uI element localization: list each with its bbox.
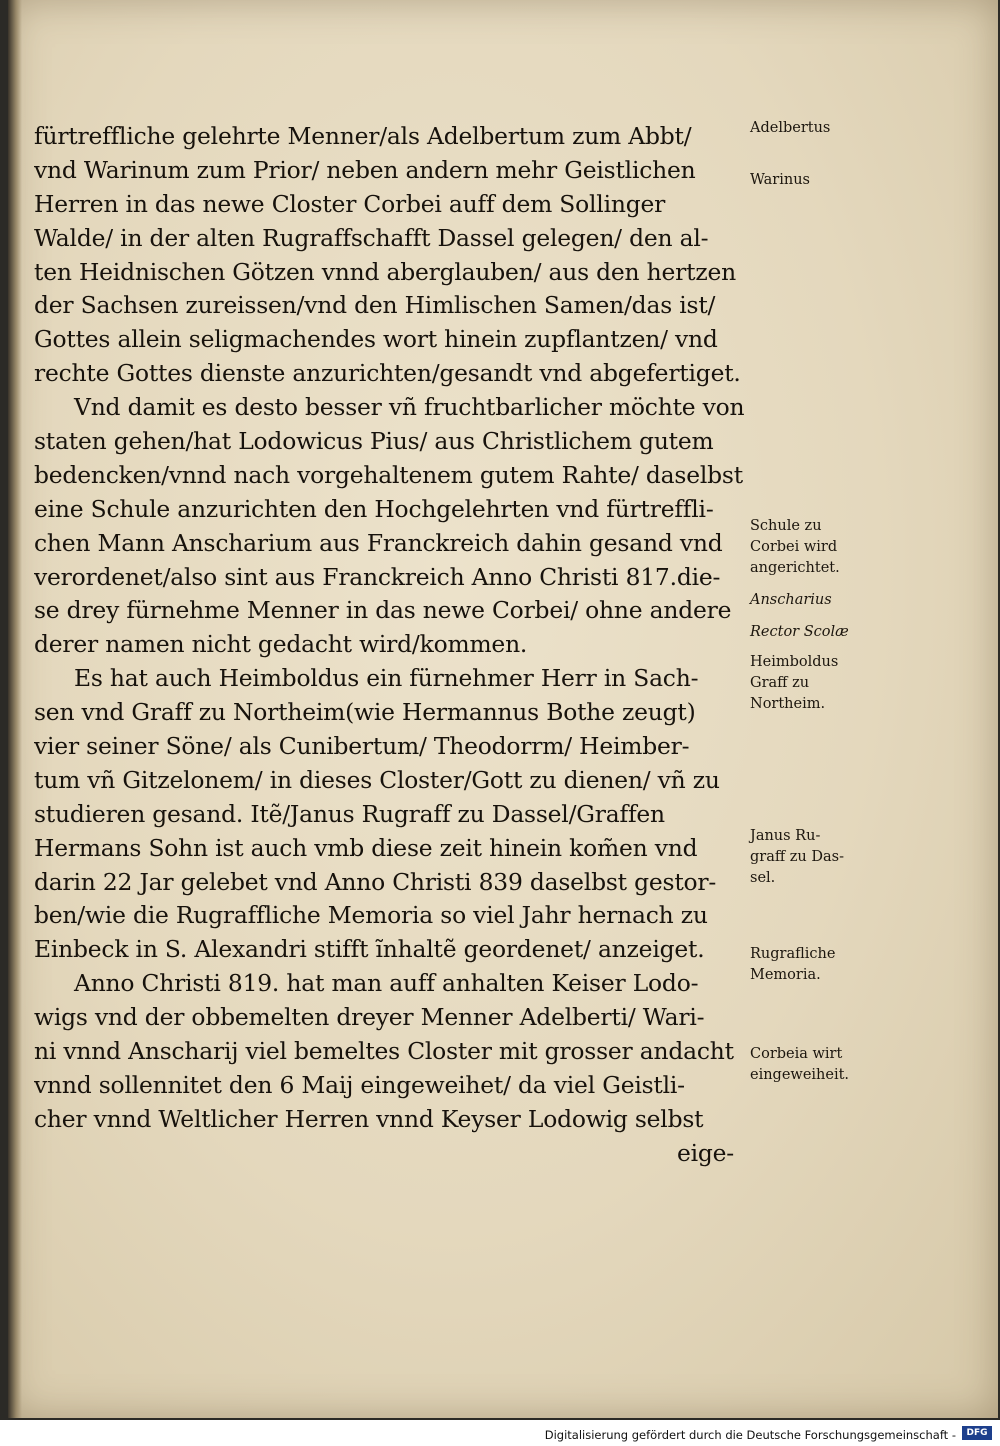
margin-note-rector xyxy=(750,622,900,643)
text-line: wigs vnd der obbemelten dreyer Menner Adelberti/ Wari- xyxy=(34,1003,705,1032)
text-line: Hermans Sohn ist auch vmb diese zeit hinein kom̃en vnd xyxy=(34,833,698,862)
text-line: Herren in das newe Closter Corbei auff dem Sollinger xyxy=(34,189,666,218)
book-page xyxy=(8,0,998,1418)
margin-note-line: Heimboldus xyxy=(750,654,839,670)
margin-note-line: sel. xyxy=(750,870,776,886)
text-line: derer namen nicht gedacht wird/kommen. xyxy=(34,630,528,659)
margin-note-line: Corbei wird xyxy=(750,539,838,555)
text-line: Es hat auch Heimboldus ein fürnehmer Herr in Sach- xyxy=(74,664,699,693)
margin-note-line: Schule zu xyxy=(750,518,822,534)
text-line: vnnd sollennitet den 6 Maij eingeweihet/ da viel Geistli- xyxy=(34,1070,685,1099)
text-line: chen Mann Anscharium aus Franckreich dahin gesand vnd xyxy=(34,528,723,557)
margin-note-corbeia xyxy=(750,1044,900,1086)
margin-note-line: Rector Scolæ xyxy=(750,624,849,640)
text-line: sen vnd Graff zu Northeim(wie Hermannus Bothe zeugt) xyxy=(34,698,696,727)
dfg-logo: DFG xyxy=(962,1426,992,1440)
text-line: cher vnnd Weltlicher Herren vnnd Keyser Lodowig selbst xyxy=(34,1104,704,1133)
margin-note-line: eingeweiheit. xyxy=(750,1067,850,1083)
margin-note-line: Janus Ru- xyxy=(750,828,821,844)
text-line: studieren gesand. Itẽ/Janus Rugraff zu Dassel/Graffen xyxy=(34,799,665,828)
margin-note-janus xyxy=(750,826,900,889)
text-line: bedencken/vnnd nach vorgehaltenem gutem Rahte/ daselbst xyxy=(34,460,743,489)
text-line: tum vñ Gitzelonem/ in dieses Closter/Gott zu dienen/ vñ zu xyxy=(34,765,720,794)
margin-note-line: Warinus xyxy=(750,172,810,188)
catchword: eige- xyxy=(676,1138,734,1167)
text-line: se drey fürnehme Menner in das newe Corbei/ ohne andere xyxy=(34,596,732,625)
text-line: rechte Gottes dienste anzurichten/gesandt vnd abgefertiget. xyxy=(34,359,741,388)
margin-note-line: Rugrafliche xyxy=(750,946,836,962)
text-line: Anno Christi 819. hat man auff anhalten Keiser Lodo- xyxy=(74,969,699,998)
text-line: fürtreffliche gelehrte Menner/als Adelbertum zum Abbt/ xyxy=(34,122,692,150)
margin-note-warinus xyxy=(750,170,900,191)
margin-note-line: Memoria. xyxy=(750,967,821,983)
margin-note-heimboldus xyxy=(750,652,900,715)
margin-note-anscharius xyxy=(750,590,900,611)
margin-note-line: Northeim. xyxy=(750,696,826,712)
margin-note-line: Adelbertus xyxy=(750,120,831,136)
margin-note-line: graff zu Das- xyxy=(750,849,844,865)
margin-note-line: Corbeia wirt xyxy=(750,1046,843,1062)
text-line: vnd Warinum zum Prior/ neben andern mehr Geistlichen xyxy=(34,155,696,184)
text-line: vier seiner Söne/ als Cunibertum/ Theodorrm/ Heimber- xyxy=(34,732,690,761)
margin-note-line: Graff zu xyxy=(750,675,810,691)
margin-note-adelbertus xyxy=(750,118,900,139)
text-line: Einbeck in S. Alexandri stifft ĩnhaltẽ geordenet/ anzeiget. xyxy=(34,935,705,964)
text-line: der Sachsen zureissen/vnd den Himlischen Samen/das ist/ xyxy=(34,291,716,320)
text-line: ni vnnd Anscharij viel bemeltes Closter mit grosser andacht xyxy=(34,1037,734,1066)
text-line: Gottes allein seligmachendes wort hinein zupflantzen/ vnd xyxy=(34,325,718,354)
margin-note-rugrafliche xyxy=(750,944,900,986)
margin-note-schule xyxy=(750,516,900,579)
page-gutter-shadow xyxy=(8,0,22,1418)
funding-notice: Digitalisierung gefördert durch die Deutsche Forschungsgemeinschaft - xyxy=(544,1428,956,1442)
text-line: eine Schule anzurichten den Hochgelehrten vnd fürtreffli- xyxy=(34,494,714,523)
text-line: ten Heidnischen Götzen vnnd aberglauben/ aus den hertzen xyxy=(34,257,736,286)
text-line: staten gehen/hat Lodowicus Pius/ aus Christlichem gutem xyxy=(34,427,714,456)
margin-note-line: angerichtet. xyxy=(750,560,840,576)
text-line: darin 22 Jar gelebet vnd Anno Christi 839 daselbst gestor- xyxy=(34,867,717,896)
text-line: verordenet/also sint aus Franckreich Anno Christi 817.die- xyxy=(34,562,721,591)
text-line: Vnd damit es desto besser vñ fruchtbarlicher möchte von xyxy=(74,393,745,422)
body-text xyxy=(34,120,746,1171)
text-line: ben/wie die Rugraffliche Memoria so viel Jahr hernach zu xyxy=(34,901,708,930)
text-line: Walde/ in der alten Rugraffschafft Dassel gelegen/ den al- xyxy=(34,223,709,252)
footer-bar xyxy=(0,1420,1000,1446)
margin-note-line: Anscharius xyxy=(750,592,832,608)
